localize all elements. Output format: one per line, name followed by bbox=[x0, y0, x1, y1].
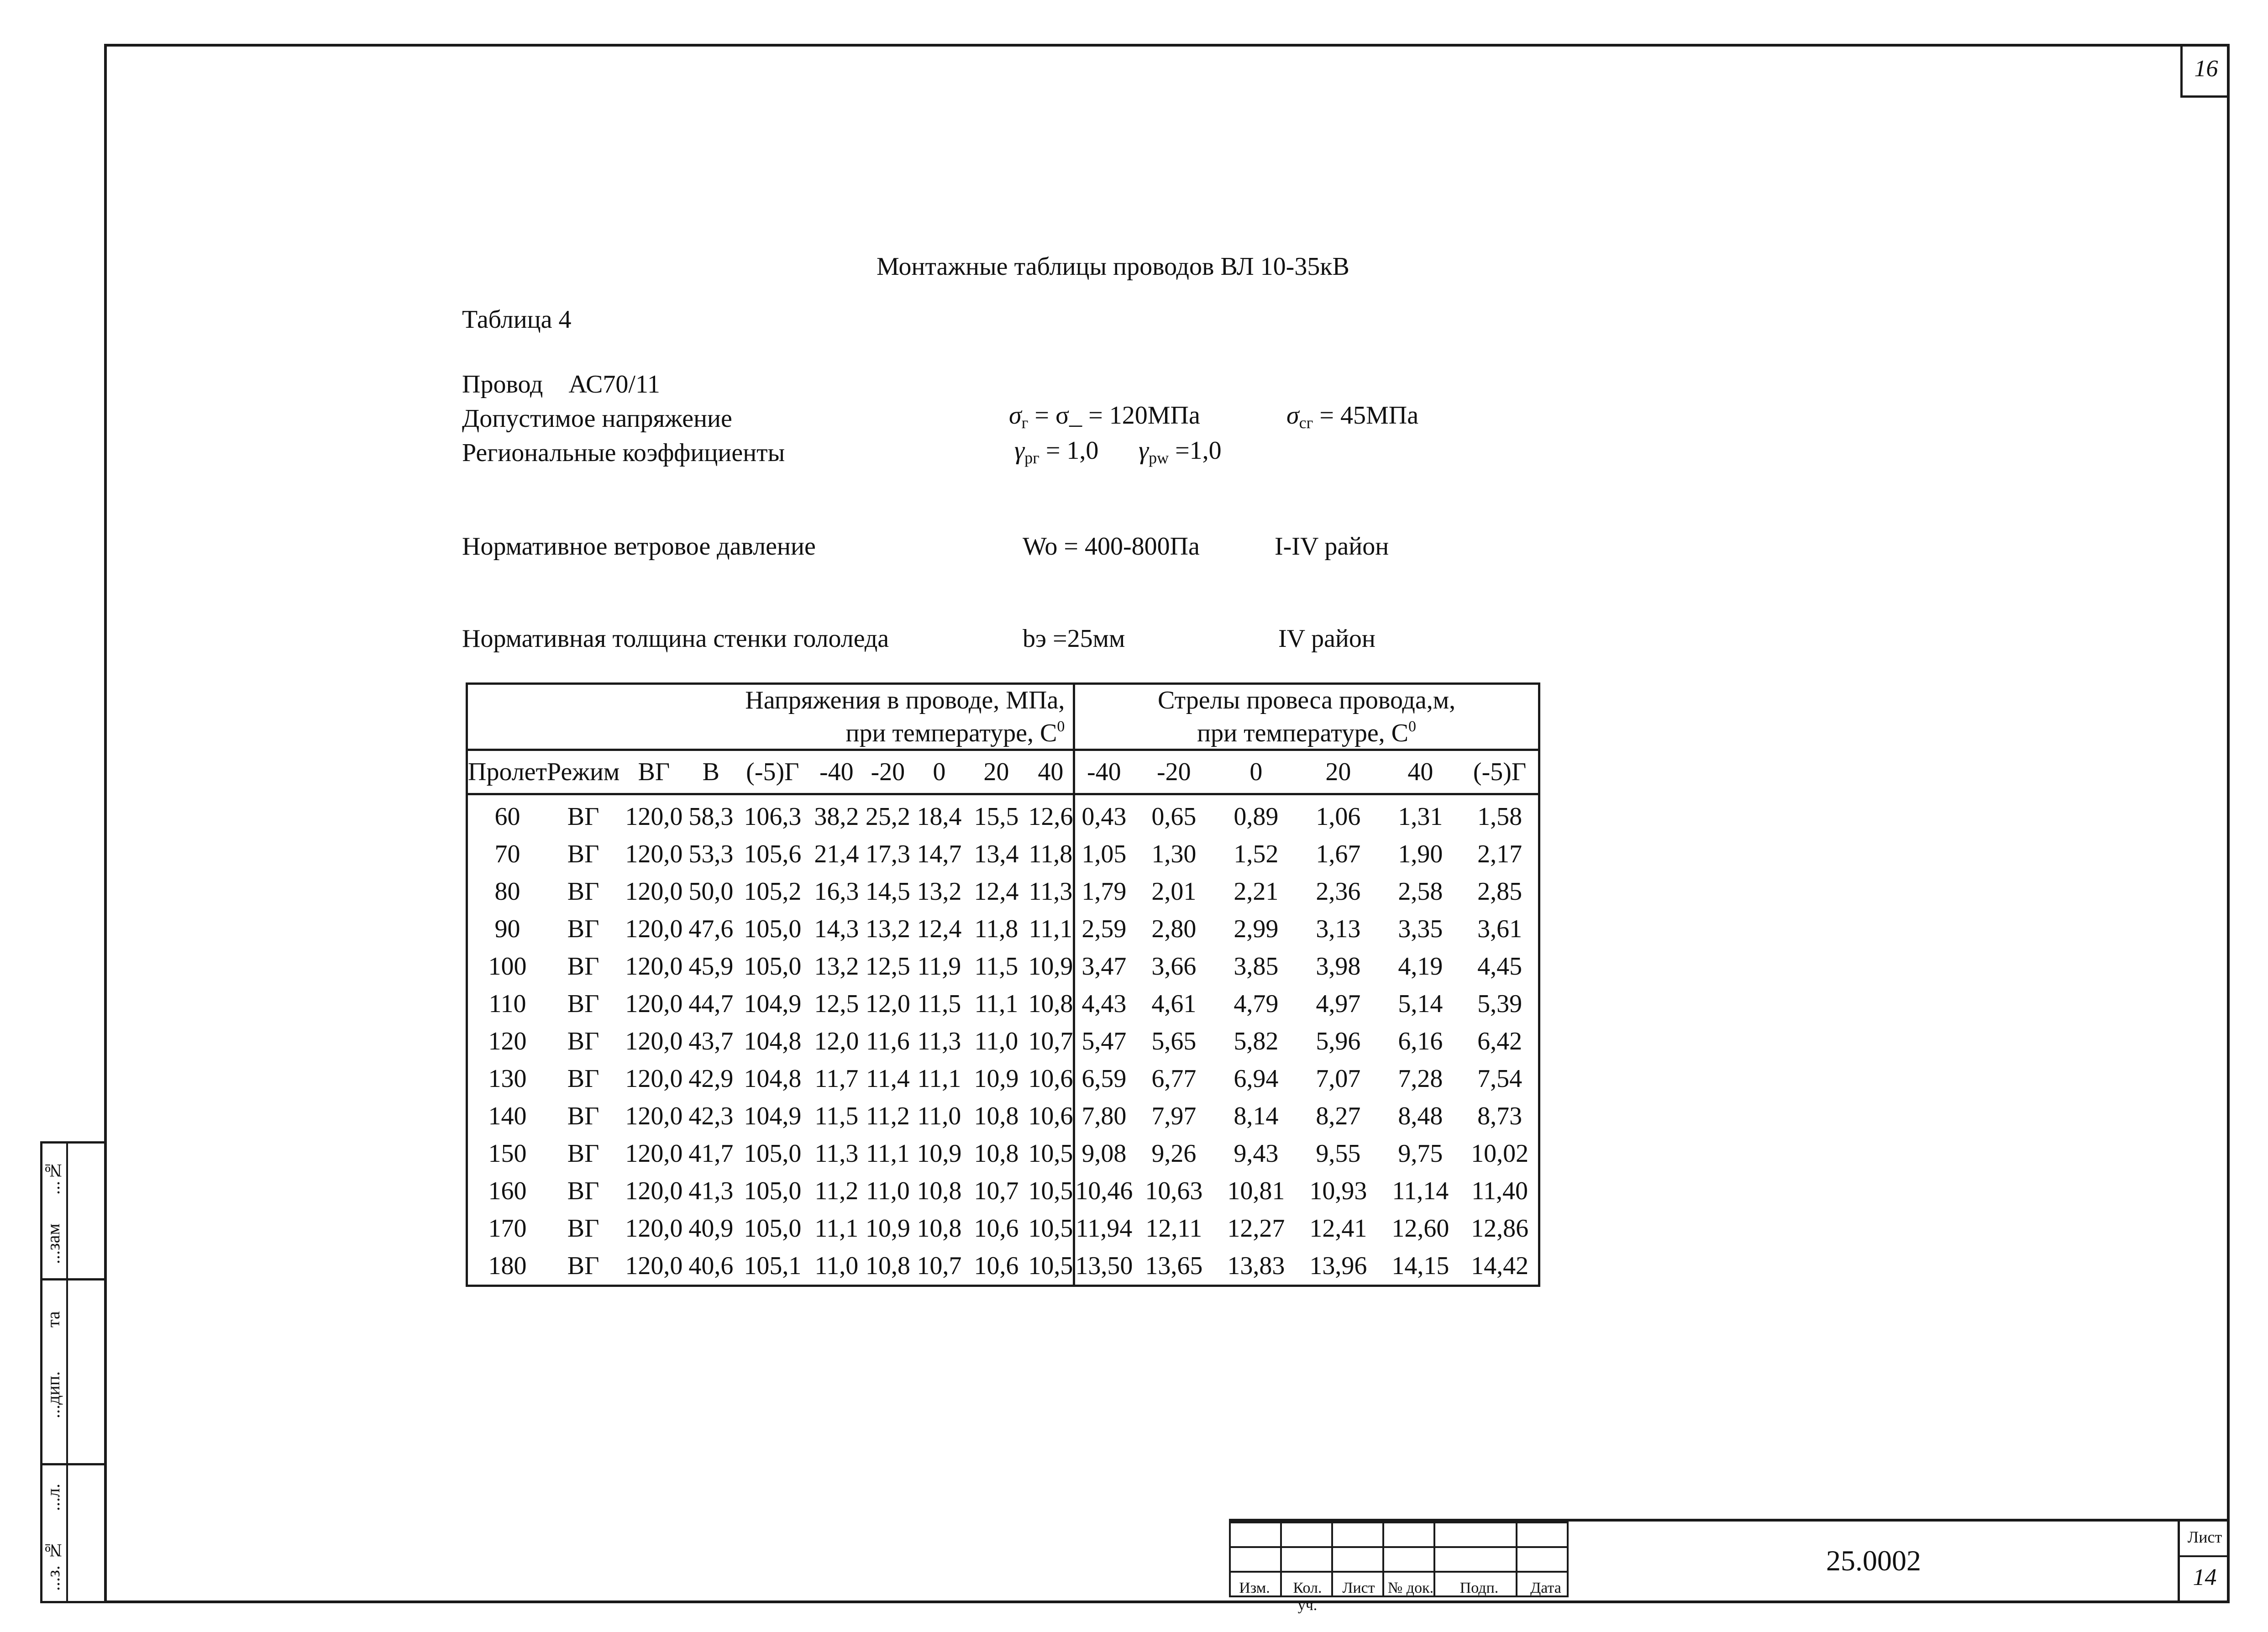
table-cell: 11,1 bbox=[974, 990, 1018, 1018]
tb-label-podp: Подп. bbox=[1460, 1580, 1499, 1596]
table-cell: 106,3 bbox=[744, 803, 802, 831]
table-cell: 38,2 bbox=[814, 803, 859, 831]
table-cell: 10,7 bbox=[917, 1252, 962, 1280]
table-cell: 11,9 bbox=[917, 952, 961, 981]
table-cell: 4,79 bbox=[1234, 990, 1279, 1018]
table-cell: ВГ bbox=[567, 1139, 599, 1168]
wind-region: I-IV район bbox=[1275, 532, 1389, 561]
table-cell: 10,8 bbox=[917, 1214, 962, 1243]
table-cell: 42,9 bbox=[688, 1065, 734, 1093]
table-cell: 120,0 bbox=[625, 915, 683, 943]
table-cell: 11,5 bbox=[917, 990, 961, 1018]
table-label: Таблица 4 bbox=[462, 305, 572, 334]
table-cell: 180 bbox=[488, 1252, 527, 1280]
gamma-pw-sub: pw bbox=[1149, 449, 1169, 467]
table-cell: 105,0 bbox=[744, 1214, 802, 1243]
table-cell: 105,6 bbox=[744, 840, 802, 868]
table-cell: 170 bbox=[488, 1214, 527, 1243]
table-cell: 40,9 bbox=[688, 1214, 734, 1243]
page-title: Монтажные таблицы проводов ВЛ 10-35кВ bbox=[877, 252, 1349, 281]
table-cell: 10,46 bbox=[1074, 1172, 1133, 1210]
table-cell: 10,8 bbox=[974, 1102, 1019, 1130]
table-cell: 2,99 bbox=[1234, 915, 1279, 943]
table-row bbox=[467, 1247, 1539, 1286]
table-cell: 47,6 bbox=[688, 915, 734, 943]
table-cell: 12,60 bbox=[1391, 1214, 1449, 1243]
table-cell: 41,3 bbox=[688, 1177, 734, 1205]
regional-label: Региональные коэффициенты bbox=[462, 439, 785, 467]
sigma-cg-symbol: σ bbox=[1286, 401, 1299, 430]
table-cell: 11,3 bbox=[814, 1139, 859, 1168]
sheet-box bbox=[2178, 1519, 2230, 1603]
table-cell: 105,2 bbox=[744, 877, 802, 906]
left-stamp-text-ta: та bbox=[43, 1311, 63, 1328]
table-cell: 3,66 bbox=[1151, 952, 1197, 981]
table-cell: 2,80 bbox=[1151, 915, 1197, 943]
table-cell: 1,90 bbox=[1398, 840, 1443, 868]
table-cell: 14,3 bbox=[814, 915, 859, 943]
gamma-pw bbox=[1139, 436, 1222, 467]
table-cell: 10,8 bbox=[1028, 990, 1073, 1018]
table-cell: 150 bbox=[488, 1139, 527, 1168]
table-cell: 10,7 bbox=[1028, 1027, 1073, 1055]
table-cell: 140 bbox=[488, 1102, 527, 1130]
table-cell: 12,6 bbox=[1028, 803, 1073, 831]
table-cell: 8,48 bbox=[1398, 1102, 1443, 1130]
table-cell: 41,7 bbox=[688, 1139, 734, 1168]
table-cell: 10,63 bbox=[1145, 1177, 1203, 1205]
table-cell: 10,6 bbox=[974, 1214, 1019, 1243]
left-stamp-text-podp: ...дип. bbox=[43, 1371, 63, 1418]
table-cell: 11,5 bbox=[814, 1102, 859, 1130]
table-cell: 13,50 bbox=[1074, 1247, 1133, 1286]
table-cell: 120,0 bbox=[625, 1214, 683, 1243]
table-cell: 8,14 bbox=[1234, 1102, 1279, 1130]
table-cell: 10,5 bbox=[1028, 1214, 1073, 1243]
column-header: 40 bbox=[1379, 750, 1461, 794]
table-cell: 11,0 bbox=[814, 1252, 859, 1280]
table-cell: 13,2 bbox=[814, 952, 859, 981]
table-cell: 7,54 bbox=[1477, 1065, 1522, 1093]
column-header: -40 bbox=[1074, 750, 1133, 794]
table-cell: 8,27 bbox=[1316, 1102, 1361, 1130]
table-cell: 10,81 bbox=[1227, 1177, 1285, 1205]
table-cell: 18,4 bbox=[917, 803, 962, 831]
column-header: 0 bbox=[1215, 750, 1297, 794]
table-row bbox=[467, 873, 1539, 910]
table-cell: 7,28 bbox=[1398, 1065, 1443, 1093]
table-cell: 10,9 bbox=[1028, 952, 1073, 981]
table-cell: 0,43 bbox=[1074, 794, 1133, 836]
table-cell: 9,75 bbox=[1398, 1139, 1443, 1168]
table-cell: 120,0 bbox=[625, 990, 683, 1018]
table-cell: 11,94 bbox=[1074, 1210, 1133, 1247]
gamma-symbol: γ bbox=[1014, 436, 1025, 465]
table-cell: ВГ bbox=[567, 840, 599, 868]
column-header: Режим bbox=[547, 750, 620, 794]
table-cell: 105,0 bbox=[744, 952, 802, 981]
sigma-cg-sub: сг bbox=[1299, 414, 1313, 432]
table-cell: 104,8 bbox=[744, 1027, 802, 1055]
table-cell: 104,9 bbox=[744, 1102, 802, 1130]
table-cell: 4,61 bbox=[1151, 990, 1197, 1018]
table-cell: ВГ bbox=[567, 803, 599, 831]
table-row bbox=[467, 1023, 1539, 1060]
table-cell: 3,98 bbox=[1316, 952, 1361, 981]
table-cell: ВГ bbox=[567, 952, 599, 981]
table-cell: 10,8 bbox=[865, 1252, 910, 1280]
table-cell: 12,86 bbox=[1471, 1214, 1529, 1243]
left-stamp-text-l: ...л. bbox=[43, 1484, 63, 1511]
sag-group-degree: 0 bbox=[1408, 718, 1417, 735]
table-cell: 10,9 bbox=[865, 1214, 910, 1243]
table-cell: 5,39 bbox=[1477, 990, 1522, 1018]
table-cell: 9,08 bbox=[1074, 1135, 1133, 1172]
table-cell: ВГ bbox=[567, 877, 599, 906]
table-cell: ВГ bbox=[567, 1027, 599, 1055]
table-cell: 120,0 bbox=[625, 1027, 683, 1055]
table-cell: 2,59 bbox=[1074, 910, 1133, 948]
table-cell: 105,1 bbox=[744, 1252, 802, 1280]
table-cell: 13,65 bbox=[1145, 1252, 1203, 1280]
table-cell: 5,65 bbox=[1151, 1027, 1197, 1055]
column-header: -20 bbox=[1133, 750, 1215, 794]
stress-group-header bbox=[467, 684, 1074, 750]
table-cell: 13,4 bbox=[974, 840, 1019, 868]
stress-cg-value: = 45МПа bbox=[1313, 401, 1419, 430]
sag-group-line1: Стрелы провеса провода,м, bbox=[1158, 686, 1456, 714]
table-cell: 105,0 bbox=[744, 1177, 802, 1205]
tb-label-list: Лист bbox=[1342, 1580, 1375, 1596]
stress-value-text: = σ_ = 120МПа bbox=[1028, 401, 1200, 430]
gamma-rg bbox=[1014, 436, 1098, 467]
table-cell: 1,31 bbox=[1398, 803, 1443, 831]
table-cell: 3,47 bbox=[1074, 948, 1133, 985]
table-cell: 10,6 bbox=[974, 1252, 1019, 1280]
table-cell: 10,6 bbox=[1028, 1065, 1073, 1093]
sheet-label: Лист bbox=[2180, 1519, 2230, 1557]
table-cell: 15,5 bbox=[974, 803, 1019, 831]
table-cell: 6,42 bbox=[1477, 1027, 1522, 1055]
stress-value bbox=[1009, 401, 1200, 432]
table-cell: 10,9 bbox=[917, 1139, 962, 1168]
table-cell: 11,6 bbox=[866, 1027, 910, 1055]
table-cell: 43,7 bbox=[688, 1027, 734, 1055]
tb-label-izm: Изм. bbox=[1239, 1580, 1270, 1596]
tb-label-kol: Кол. уч. bbox=[1293, 1580, 1322, 1614]
gamma-pw-value: =1,0 bbox=[1169, 436, 1222, 465]
table-cell: 70 bbox=[494, 840, 520, 868]
table-cell: ВГ bbox=[567, 1102, 599, 1130]
stress-group-line2 bbox=[468, 714, 1065, 746]
table-cell: 1,67 bbox=[1316, 840, 1361, 868]
table-cell: 104,8 bbox=[744, 1065, 802, 1093]
column-header: ВГ bbox=[620, 750, 688, 794]
table-cell: 44,7 bbox=[688, 990, 734, 1018]
ice-value: bэ =25мм bbox=[1023, 624, 1125, 653]
table-cell: 16,3 bbox=[814, 877, 859, 906]
table-row bbox=[467, 794, 1539, 836]
column-header: 0 bbox=[914, 750, 964, 794]
table-cell: 120,0 bbox=[625, 1139, 683, 1168]
ice-region: IV район bbox=[1278, 624, 1376, 653]
table-cell: 4,19 bbox=[1398, 952, 1443, 981]
table-cell: 13,2 bbox=[865, 915, 910, 943]
table-cell: 90 bbox=[494, 915, 520, 943]
table-cell: 120,0 bbox=[625, 1102, 683, 1130]
column-header: 40 bbox=[1028, 750, 1074, 794]
table-cell: 105,0 bbox=[744, 1139, 802, 1168]
column-header: -40 bbox=[811, 750, 861, 794]
table-cell: 2,21 bbox=[1234, 877, 1279, 906]
table-cell: 13,2 bbox=[917, 877, 962, 906]
stress-label: Допустимое напряжение bbox=[462, 404, 732, 433]
table-cell: ВГ bbox=[567, 1177, 599, 1205]
table-cell: 3,85 bbox=[1234, 952, 1279, 981]
table-cell: 9,55 bbox=[1316, 1139, 1361, 1168]
left-stamp-text-inv: ...з. № bbox=[43, 1540, 63, 1591]
table-cell: 2,01 bbox=[1151, 877, 1197, 906]
table-cell: 160 bbox=[488, 1177, 527, 1205]
table-cell: 104,9 bbox=[744, 990, 802, 1018]
wire-label-text: Провод bbox=[462, 370, 543, 399]
table-cell: 7,07 bbox=[1316, 1065, 1361, 1093]
table-cell: 12,0 bbox=[865, 990, 910, 1018]
stress-group-line1: Напряжения в проводе, МПа, bbox=[745, 686, 1065, 714]
group-header-row bbox=[467, 684, 1539, 750]
table-cell: 110 bbox=[488, 990, 526, 1018]
table-cell: 14,42 bbox=[1471, 1252, 1529, 1280]
stress-group-line2-text: при температуре, С bbox=[845, 719, 1057, 747]
table-cell: 13,96 bbox=[1309, 1252, 1367, 1280]
sigma-symbol: σ bbox=[1009, 401, 1022, 430]
table-cell: 80 bbox=[494, 877, 520, 906]
left-side-stamp bbox=[40, 1141, 104, 1603]
table-cell: ВГ bbox=[567, 990, 599, 1018]
table-cell: 5,14 bbox=[1398, 990, 1443, 1018]
left-stamp-text-zam: ...зам bbox=[43, 1223, 63, 1265]
table-cell: 13,83 bbox=[1227, 1252, 1285, 1280]
table-cell: 12,27 bbox=[1227, 1214, 1285, 1243]
table-cell: 12,4 bbox=[917, 915, 962, 943]
table-cell: 12,4 bbox=[974, 877, 1019, 906]
table-cell: 45,9 bbox=[688, 952, 734, 981]
table-cell: 11,5 bbox=[974, 952, 1018, 981]
table-cell: 4,45 bbox=[1477, 952, 1522, 981]
table-cell: 14,5 bbox=[865, 877, 910, 906]
table-cell: 8,73 bbox=[1477, 1102, 1522, 1130]
table-cell: 11,2 bbox=[814, 1177, 859, 1205]
table-cell: 1,58 bbox=[1477, 803, 1522, 831]
table-cell: 5,96 bbox=[1316, 1027, 1361, 1055]
table-cell: 11,3 bbox=[1029, 877, 1073, 906]
sheet-value: 14 bbox=[2193, 1564, 2217, 1590]
ice-label: Нормативная толщина стенки гололеда bbox=[462, 624, 889, 653]
table-row bbox=[467, 1135, 1539, 1172]
table-cell: 120,0 bbox=[625, 803, 683, 831]
table-cell: 10,5 bbox=[1028, 1252, 1073, 1280]
table-cell: 9,26 bbox=[1151, 1139, 1197, 1168]
document-number: 25.0002 bbox=[1826, 1544, 1921, 1577]
table-cell: ВГ bbox=[567, 915, 599, 943]
table-cell: 11,2 bbox=[866, 1102, 910, 1130]
tb-label-date: Дата bbox=[1530, 1580, 1561, 1596]
table-row bbox=[467, 1097, 1539, 1135]
wire-label bbox=[462, 370, 660, 399]
table-cell: 2,58 bbox=[1398, 877, 1443, 906]
table-cell: 11,7 bbox=[814, 1065, 859, 1093]
table-cell: 120,0 bbox=[625, 952, 683, 981]
table-cell: 5,82 bbox=[1234, 1027, 1279, 1055]
table-cell: 10,5 bbox=[1028, 1177, 1073, 1205]
table-cell: 50,0 bbox=[688, 877, 734, 906]
column-header: В bbox=[688, 750, 734, 794]
table-cell: 58,3 bbox=[688, 803, 734, 831]
table-cell: 12,11 bbox=[1145, 1214, 1202, 1243]
table-cell: ВГ bbox=[567, 1065, 599, 1093]
gamma-pw-symbol: γ bbox=[1139, 436, 1149, 465]
table-cell: 120,0 bbox=[625, 1065, 683, 1093]
table-cell: 2,36 bbox=[1316, 877, 1361, 906]
table-cell: 10,7 bbox=[974, 1177, 1019, 1205]
table-cell: 11,0 bbox=[866, 1177, 910, 1205]
table-row bbox=[467, 948, 1539, 985]
table-cell: ВГ bbox=[567, 1214, 599, 1243]
column-header: Пролет bbox=[467, 750, 547, 794]
table-cell: 12,41 bbox=[1309, 1214, 1367, 1243]
wire-value: АС70/11 bbox=[568, 370, 660, 399]
table-cell: 11,0 bbox=[917, 1102, 961, 1130]
table-cell: 6,94 bbox=[1234, 1065, 1279, 1093]
table-row bbox=[467, 835, 1539, 873]
table-row bbox=[467, 910, 1539, 948]
column-header: 20 bbox=[964, 750, 1028, 794]
stress-cg bbox=[1286, 401, 1418, 432]
table-cell: 3,35 bbox=[1398, 915, 1443, 943]
table-cell: 120,0 bbox=[625, 1252, 683, 1280]
table-cell: 9,43 bbox=[1234, 1139, 1279, 1168]
table-cell: 4,97 bbox=[1316, 990, 1361, 1018]
table-cell: 1,79 bbox=[1074, 873, 1133, 910]
column-header: (-5)Г bbox=[734, 750, 811, 794]
table-cell: 7,80 bbox=[1074, 1097, 1133, 1135]
table-cell: 11,4 bbox=[866, 1065, 910, 1093]
table-cell: 6,16 bbox=[1398, 1027, 1443, 1055]
table-cell: 11,1 bbox=[917, 1065, 961, 1093]
sigma-sub: г bbox=[1021, 414, 1029, 432]
table-cell: 1,05 bbox=[1074, 835, 1133, 873]
table-cell: 105,0 bbox=[744, 915, 802, 943]
table-cell: 11,8 bbox=[974, 915, 1018, 943]
table-cell: 2,17 bbox=[1477, 840, 1522, 868]
table-cell: 6,59 bbox=[1074, 1060, 1133, 1097]
table-cell: ВГ bbox=[567, 1252, 599, 1280]
sag-group-line2-text: при температуре, С bbox=[1197, 719, 1409, 747]
table-cell: 5,47 bbox=[1074, 1023, 1133, 1060]
wind-value: Wo = 400-800Па bbox=[1023, 532, 1200, 561]
table-cell: 14,7 bbox=[917, 840, 962, 868]
table-cell: 53,3 bbox=[688, 840, 734, 868]
table-cell: 3,61 bbox=[1477, 915, 1522, 943]
column-header: (-5)Г bbox=[1461, 750, 1539, 794]
table-cell: 10,93 bbox=[1309, 1177, 1367, 1205]
table-cell: 0,89 bbox=[1234, 803, 1279, 831]
table-cell: 10,8 bbox=[974, 1139, 1019, 1168]
sag-group-line2 bbox=[1075, 714, 1538, 746]
column-header-row bbox=[467, 750, 1539, 794]
table-cell: 10,8 bbox=[917, 1177, 962, 1205]
table-cell: 120,0 bbox=[625, 840, 683, 868]
column-header: -20 bbox=[861, 750, 914, 794]
table-cell: 10,9 bbox=[974, 1065, 1019, 1093]
gamma-rg-sub: рг bbox=[1024, 449, 1040, 467]
table-cell: 120 bbox=[488, 1027, 527, 1055]
sag-group-header bbox=[1074, 684, 1539, 750]
table-cell: 11,3 bbox=[917, 1027, 961, 1055]
table-cell: 1,06 bbox=[1316, 803, 1361, 831]
column-header: 20 bbox=[1297, 750, 1379, 794]
table-cell: 120,0 bbox=[625, 877, 683, 906]
sheet-corner-number: 16 bbox=[2180, 44, 2230, 98]
table-row bbox=[467, 1172, 1539, 1210]
table-cell: 130 bbox=[488, 1065, 527, 1093]
table-cell: 6,77 bbox=[1151, 1065, 1197, 1093]
table-row bbox=[467, 985, 1539, 1023]
table-cell: 11,1 bbox=[866, 1139, 910, 1168]
table-cell: 12,5 bbox=[865, 952, 910, 981]
left-stamp-text-no: ...№ bbox=[43, 1160, 63, 1195]
table-cell: 1,30 bbox=[1151, 840, 1197, 868]
table-cell: 11,8 bbox=[1029, 840, 1073, 868]
table-cell: 11,0 bbox=[974, 1027, 1018, 1055]
table-cell: 0,65 bbox=[1151, 803, 1197, 831]
stress-group-degree: 0 bbox=[1057, 718, 1065, 735]
mounting-table bbox=[466, 682, 1540, 1287]
gamma-rg-value: = 1,0 bbox=[1039, 436, 1099, 465]
table-cell: 120,0 bbox=[625, 1177, 683, 1205]
wind-label: Нормативное ветровое давление bbox=[462, 532, 816, 561]
table-cell: 25,2 bbox=[865, 803, 910, 831]
table-cell: 2,85 bbox=[1477, 877, 1522, 906]
table-cell: 17,3 bbox=[865, 840, 910, 868]
table-row bbox=[467, 1210, 1539, 1247]
table-cell: 11,40 bbox=[1471, 1177, 1528, 1205]
table-cell: 7,97 bbox=[1151, 1102, 1197, 1130]
table-cell: 10,5 bbox=[1028, 1139, 1073, 1168]
table-cell: 12,0 bbox=[814, 1027, 859, 1055]
table-cell: 60 bbox=[494, 803, 520, 831]
tb-label-doc: № док. bbox=[1387, 1580, 1434, 1596]
table-cell: 42,3 bbox=[688, 1102, 734, 1130]
table-cell: 12,5 bbox=[814, 990, 859, 1018]
table-cell: 100 bbox=[488, 952, 527, 981]
table-cell: 4,43 bbox=[1074, 985, 1133, 1023]
table-row bbox=[467, 1060, 1539, 1097]
table-cell: 11,1 bbox=[1029, 915, 1073, 943]
table-cell: 10,6 bbox=[1028, 1102, 1073, 1130]
table-cell: 1,52 bbox=[1234, 840, 1279, 868]
table-cell: 11,14 bbox=[1392, 1177, 1449, 1205]
table-cell: 3,13 bbox=[1316, 915, 1361, 943]
table-cell: 40,6 bbox=[688, 1252, 734, 1280]
table-cell: 14,15 bbox=[1391, 1252, 1449, 1280]
table-cell: 10,02 bbox=[1471, 1139, 1529, 1168]
table-cell: 21,4 bbox=[814, 840, 859, 868]
table-cell: 11,1 bbox=[814, 1214, 859, 1243]
